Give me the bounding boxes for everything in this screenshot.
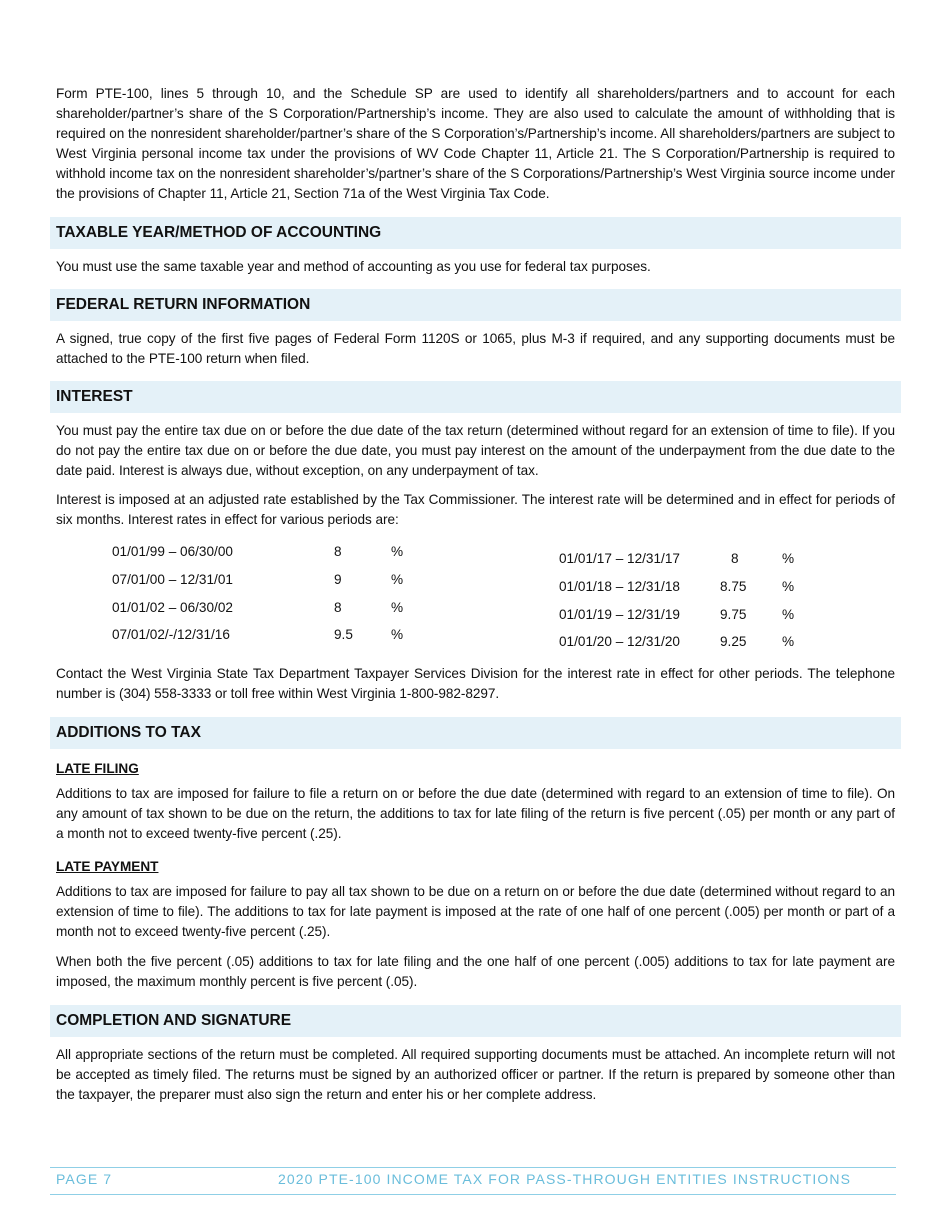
taxable-year-text: You must use the same taxable year and method of accounting as you use for federal tax purposes. bbox=[56, 259, 651, 274]
rate-unit: % bbox=[391, 600, 404, 615]
rate-period: 01/01/18 – 12/31/18 bbox=[559, 579, 680, 594]
rate-value: 8.75 bbox=[720, 579, 747, 594]
interest-paragraph-2: Interest is imposed at an adjusted rate established by the Tax Commissioner. The interest rate will be determined and in effect for periods of six months. Interest rates in effect for various periods are: bbox=[56, 492, 895, 527]
rate-unit: % bbox=[391, 544, 404, 559]
footer-bottom-rule bbox=[50, 1194, 896, 1195]
rate-value: 9.25 bbox=[720, 634, 747, 649]
document-page bbox=[50, 84, 901, 1105]
rate-period: 07/01/00 – 12/31/01 bbox=[112, 572, 233, 587]
rate-period: 01/01/20 – 12/31/20 bbox=[559, 634, 680, 649]
footer-top-rule bbox=[50, 1167, 896, 1168]
rate-period: 07/01/02/-/12/31/16 bbox=[112, 627, 230, 642]
rate-unit: % bbox=[391, 572, 404, 587]
rate-period: 01/01/17 – 12/31/17 bbox=[559, 551, 680, 566]
rate-unit: % bbox=[782, 634, 795, 649]
interest-paragraph-1: You must pay the entire tax due on or before the due date of the tax return (determined without regard for an extension of time to file). If you do not pay the entire tax due on or before the due date, you must pay interest on the amount of the underpayment from the due date to the date paid. Interest is always due, without exception, on any underpayment of tax. bbox=[56, 423, 895, 478]
interest-rate-table bbox=[50, 542, 901, 664]
rate-value: 8 bbox=[334, 544, 342, 559]
section-header-additions-to-tax: ADDITIONS TO TAX bbox=[50, 717, 901, 749]
rate-period: 01/01/19 – 12/31/19 bbox=[559, 607, 680, 622]
rate-value: 9.75 bbox=[720, 607, 747, 622]
interest-paragraph-3: Contact the West Virginia State Tax Department Taxpayer Services Division for the interest rate in effect for other periods. The telephone number is (304) 558-3333 or toll free within West Virginia 1-800-982-8297. bbox=[56, 666, 895, 701]
section-header-interest: INTEREST bbox=[50, 381, 901, 413]
rate-value: 8 bbox=[731, 551, 739, 566]
late-payment-title: LATE PAYMENT bbox=[56, 859, 159, 874]
both-additions-text: When both the five percent (.05) additions to tax for late filing and the one half of one percent (.005) additions to tax for late payment are imposed, the maximum monthly percent is five percent (.05). bbox=[56, 954, 895, 989]
page-number: PAGE 7 bbox=[56, 1171, 113, 1187]
federal-return-text: A signed, true copy of the first five pages of Federal Form 1120S or 1065, plus M-3 if required, and any supporting documents must be attached to the PTE-100 return when filed. bbox=[56, 331, 895, 366]
page-footer bbox=[56, 1171, 896, 1193]
rate-value: 8 bbox=[334, 600, 342, 615]
completion-text: All appropriate sections of the return must be completed. All required supporting documents must be attached. An incomplete return will not be accepted as timely filed. The returns must be signed by an authorized officer or partner. If the return is prepared by someone other than the taxpayer, the preparer must also sign the return and enter his or her complete address. bbox=[56, 1047, 895, 1102]
rate-unit: % bbox=[391, 627, 404, 642]
late-payment-text: Additions to tax are imposed for failure to pay all tax shown to be due on a return on or before the due date (determined without regard to an extension of time to file). The additions to tax for late payment is imposed at the rate of one half of one percent (.005) per month or part of a month not to exceed twenty-five percent (.25). bbox=[56, 884, 895, 939]
section-header-completion: COMPLETION AND SIGNATURE bbox=[50, 1005, 901, 1037]
rate-value: 9.5 bbox=[334, 627, 353, 642]
late-filing-text: Additions to tax are imposed for failure to file a return on or before the due date (determined with regard to an extension of time to file). On any amount of tax shown to be due on the return, the additions to tax for late filing of the return is five percent (.05) per month or any part of a month not to exceed twenty-five percent (.25). bbox=[56, 786, 895, 841]
section-header-taxable-year: TAXABLE YEAR/METHOD OF ACCOUNTING bbox=[50, 217, 901, 249]
rate-unit: % bbox=[782, 607, 795, 622]
section-header-federal-return: FEDERAL RETURN INFORMATION bbox=[50, 289, 901, 321]
rate-value: 9 bbox=[334, 572, 342, 587]
document-title: 2020 PTE-100 INCOME TAX FOR PASS-THROUGH ENTITIES INSTRUCTIONS bbox=[278, 1171, 852, 1187]
intro-paragraph: Form PTE-100, lines 5 through 10, and the Schedule SP are used to identify all shareholders/partners and to account for each shareholder/partner’s share of the S Corporation/Partnership’s income. They are also used to calculate the amount of withholding that is required on the nonresident shareholder/partner’s share of the S Corporation’s/Partnership’s income. All shareholders/partners are subject to West Virginia personal income tax under the provisions of WV Code Chapter 11, Article 21. The S Corporation/Partnership is required to withhold income tax on the nonresident shareholder’s/partner’s share of the S Corporations/Partnership’s West Virginia source income under the provisions of Chapter 11, Article 21, Section 71a of the West Virginia Tax Code. bbox=[56, 86, 895, 201]
rate-period: 01/01/99 – 06/30/00 bbox=[112, 544, 233, 559]
rate-unit: % bbox=[782, 579, 795, 594]
late-filing-title: LATE FILING bbox=[56, 761, 139, 776]
rate-period: 01/01/02 – 06/30/02 bbox=[112, 600, 233, 615]
rate-unit: % bbox=[782, 551, 795, 566]
